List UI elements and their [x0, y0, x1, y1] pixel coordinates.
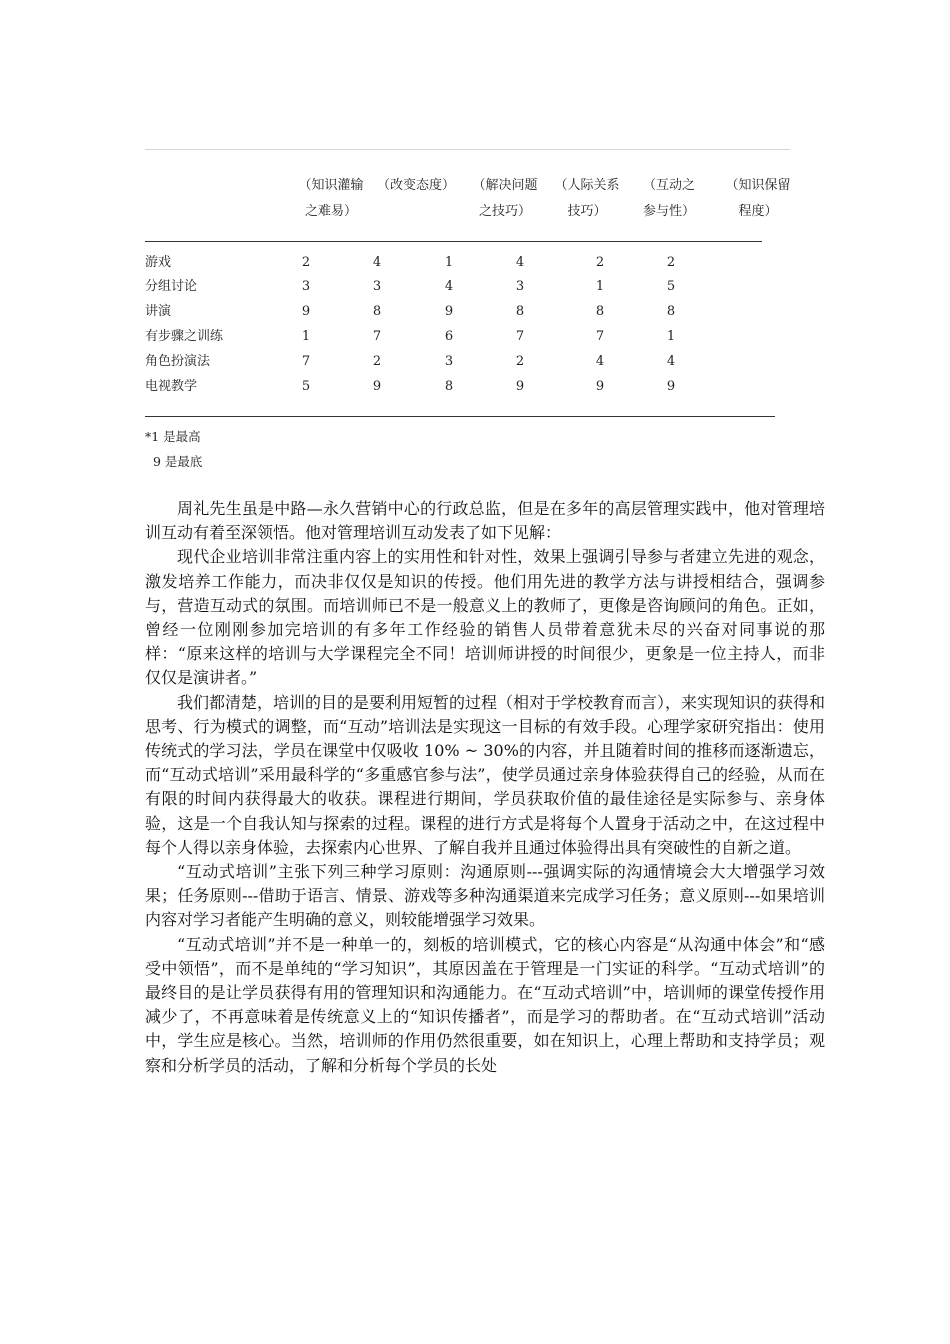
paragraph: “互动式培训”主张下列三种学习原则：沟通原则---强调实际的沟通情境会大大增强学习效果；任务原则---借助于语言、情景、游戏等多种沟通渠道来完成学习任务；意义原则---如果培训内容对学习者能产生明确的意义，则较能增强学习效果。: [145, 862, 825, 930]
table-cell: 7: [595, 329, 605, 344]
table-cell: 6: [444, 329, 454, 344]
table-cell: 4: [372, 255, 382, 270]
note-highest: *1 是最高: [145, 429, 201, 444]
table-cell: 7: [372, 329, 382, 344]
table-cell: 1: [595, 279, 605, 294]
row-label-step-training: 有步骤之训练: [145, 329, 224, 344]
article-body: [145, 497, 825, 1078]
table-cell: 9: [444, 304, 454, 319]
header-interpersonal-skills: （人际关系 技巧）: [554, 178, 620, 219]
table-cell: 5: [301, 379, 311, 394]
table-cell: 3: [301, 279, 311, 294]
table-cell: 9: [515, 379, 525, 394]
table-cell: 2: [595, 255, 605, 270]
table-cell: 2: [301, 255, 311, 270]
table-header-divider: [145, 241, 762, 242]
table-cell: 3: [372, 279, 382, 294]
table-cell: 4: [515, 255, 525, 270]
table-cell: 8: [444, 379, 454, 394]
top-divider: [145, 149, 790, 150]
row-label-tv-teaching: 电视教学: [145, 379, 198, 394]
table-cell: 9: [301, 304, 311, 319]
row-label-game: 游戏: [145, 255, 172, 270]
row-label-role-play: 角色扮演法: [145, 354, 211, 369]
table-cell: 8: [372, 304, 382, 319]
row-label-lecture: 讲演: [145, 304, 172, 319]
table-cell: 1: [666, 329, 676, 344]
table-bottom-divider: [145, 416, 775, 417]
note-lowest: 9 是最底: [153, 454, 203, 469]
paragraph: 我们都清楚，培训的目的是要利用短暂的过程（相对于学校教育而言），来实现知识的获得和思考、行为模式的调整，而“互动”培训法是实现这一目标的有效手段。心理学家研究指出：使用传统式的学习法，学员在课堂中仅吸收 10% ~ 30%的内容，并且随着时间的推移而逐渐遗忘，而“互动式培训”采用最科学的“多重感官参与法”，使学员通过亲身体验获得自己的经验，从而在有限的时间内获得最大的收获。课程进行期间，学员获取价值的最佳途径是实际参与、亲身体验，这是一个自我认知与探索的过程。课程的进行方式是将每个人置身于活动之中，在这过程中每个人得以亲身体验，去探索内心世界、了解自我并且通过体验得出具有突破性的自新之道。: [145, 692, 826, 857]
table-cell: 2: [515, 354, 525, 369]
header-knowledge-retention: （知识保留 程度）: [725, 178, 791, 219]
table-cell: 9: [372, 379, 382, 394]
table-cell: 4: [595, 354, 605, 369]
table-cell: 2: [372, 354, 382, 369]
table-cell: 9: [666, 379, 676, 394]
row-label-group-discussion: 分组讨论: [145, 279, 198, 294]
table-cell: 1: [444, 255, 454, 270]
table-cell: 8: [595, 304, 605, 319]
header-attitude-change: （改变态度）: [376, 178, 455, 193]
table-cell: 7: [515, 329, 525, 344]
table-cell: 3: [444, 354, 454, 369]
table-cell: 4: [666, 354, 676, 369]
table-cell: 3: [515, 279, 525, 294]
table-cell: 9: [595, 379, 605, 394]
table-cell: 2: [666, 255, 676, 270]
table-cell: 1: [301, 329, 311, 344]
table-cell: 4: [444, 279, 454, 294]
table-cell: 8: [666, 304, 676, 319]
header-participation: （互动之 参与性）: [642, 178, 695, 219]
header-knowledge-transfer: （知识灌输 之难易）: [298, 178, 364, 219]
paragraph: 现代企业培训非常注重内容上的实用性和针对性，效果上强调引导参与者建立先进的观念，激发培养工作能力，而决非仅仅是知识的传授。他们用先进的教学方法与讲授相结合，强调参与，营造互动式的氛围。而培训师已不是一般意义上的教师了，更像是咨询顾问的角色。正如，曾经一位刚刚参加完培训的有多年工作经验的销售人员带着意犹未尽的兴奋对同事说的那样：“原来这样的培训与大学课程完全不同！培训师讲授的时间很少，更象是一位主持人，而非仅仅是演讲者。”: [145, 547, 825, 688]
table-cell: 7: [301, 354, 311, 369]
paragraph: “互动式培训”并不是一种单一的，刻板的培训模式，它的核心内容是“从沟通中体会”和“感受中领悟”，而不是单纯的“学习知识”，其原因盖在于管理是一门实证的科学。“互动式培训”的最终目的是让学员获得有用的管理知识和沟通能力。在“互动式培训”中，培训师的课堂传授作用减少了，不再意味着是传统意义上的“知识传播者”，而是学习的帮助者。在“互动式培训”活动中，学生应是核心。当然，培训师的作用仍然很重要，如在知识上，心理上帮助和支持学员；观察和分析学员的活动，了解和分析每个学员的长处: [145, 934, 825, 1075]
table-cell: 5: [666, 279, 676, 294]
table-cell: 8: [515, 304, 525, 319]
header-problem-solving: （解决问题 之技巧）: [472, 178, 538, 219]
paragraph: 周礼先生虽是中路—永久营销中心的行政总监，但是在多年的高层管理实践中，他对管理培训互动有着至深领悟。他对管理培训互动发表了如下见解：: [145, 499, 825, 543]
